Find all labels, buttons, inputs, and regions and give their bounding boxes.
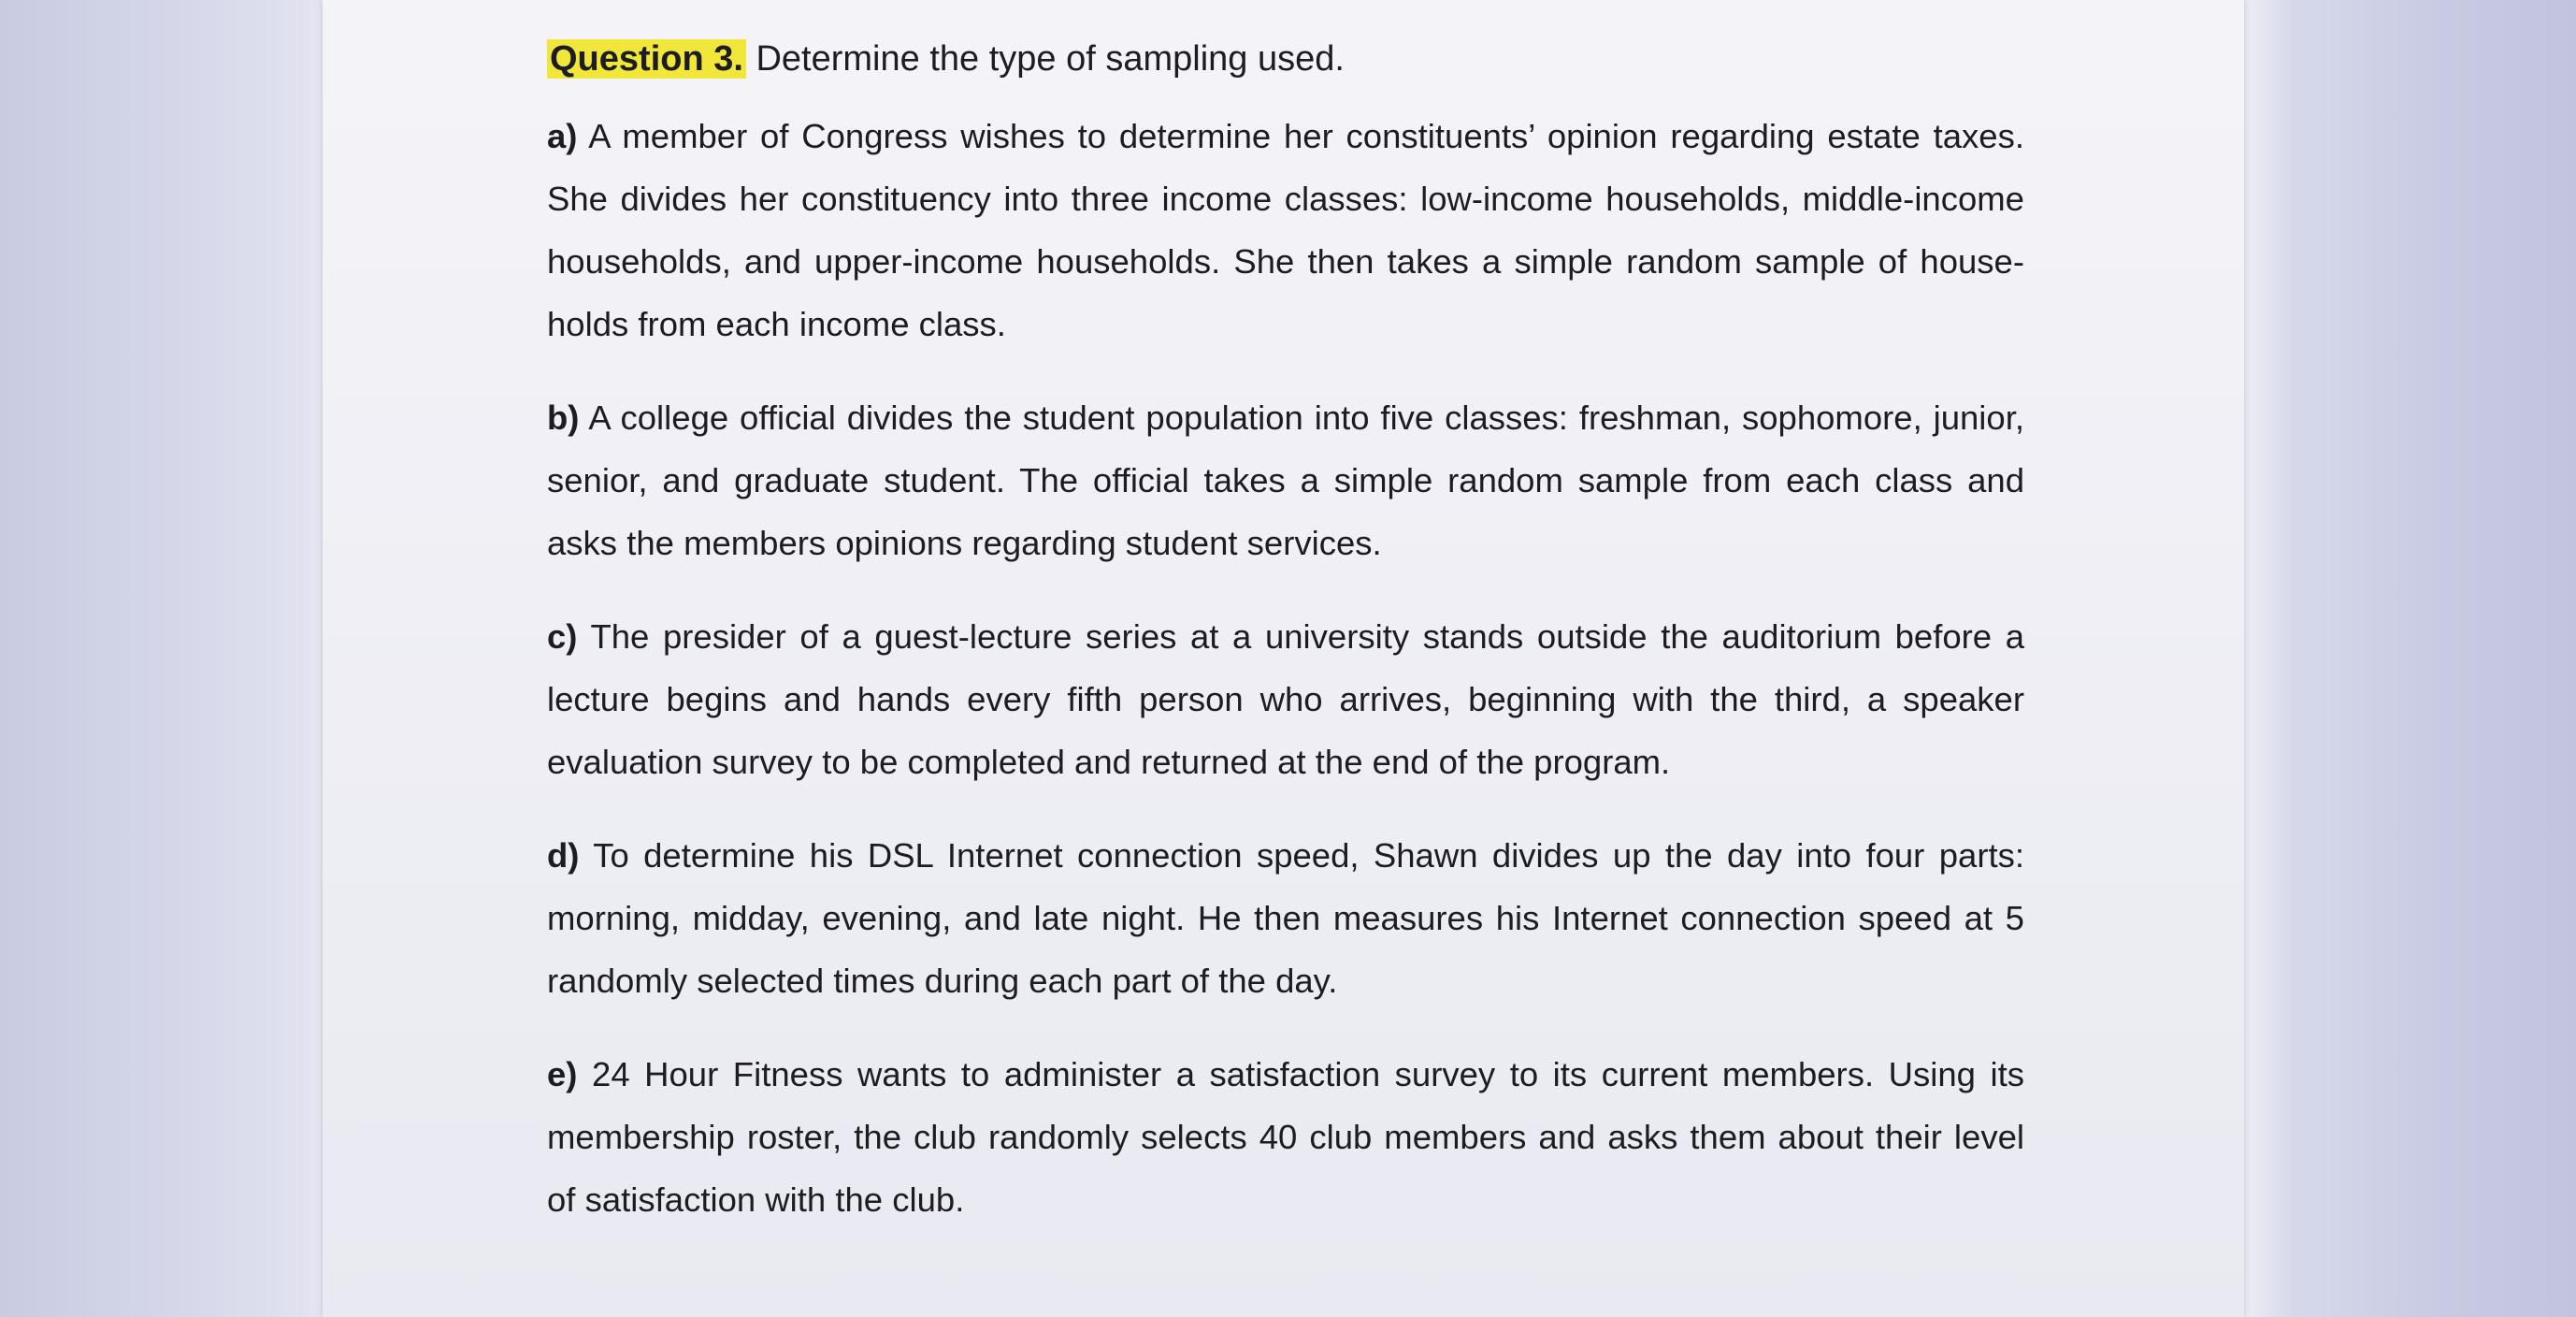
part-text: To determine his DSL Internet connection speed, Shawn divides up the day into four parts: morning, midday, evening, and late night. He then measures his Internet connection speed at 5 randomly selected times during each part of the day. [547,836,2024,1000]
question-heading [547,30,2024,88]
part-text: A college official divides the student population into five classes: freshman, sophomore, junior, senior, and graduate student. The official takes a simple random sample from each class and asks the members opinions regarding student services. [547,398,2024,562]
part-text: 24 Hour Fitness wants to administer a satisfaction survey to its current members. Using its membership roster, the club randomly selects 40 club members and asks them about their level of satisfaction with the club. [547,1055,2024,1219]
question-part-d [547,824,2024,1012]
document-page [323,0,2244,1317]
question-part-b [547,386,2024,574]
question-part-a [547,105,2024,355]
question-content [547,30,2024,1262]
question-part-e [547,1043,2024,1231]
part-text: A member of Congress wishes to determine her constituents’ opinion regarding estate taxes. She divides her constituency into three income classes: low-income households, middle-income households, and upper-income households. She then takes a simple random sample of house- holds from each income class. [547,117,2024,343]
part-label: c) [547,617,578,656]
question-label: Question 3. [547,39,746,79]
part-label: d) [547,836,580,875]
question-prompt: Determine the type of sampling used. [756,39,1345,79]
part-label: e) [547,1055,578,1093]
question-part-c [547,605,2024,793]
part-label: a) [547,117,578,155]
part-text: The presider of a guest-lecture series at a university stands outside the auditorium before a lecture begins and hands every fifth person who arrives, beginning with the third, a speaker evaluation survey to be completed and returned at the end of the program. [547,617,2024,781]
part-label: b) [547,398,580,437]
